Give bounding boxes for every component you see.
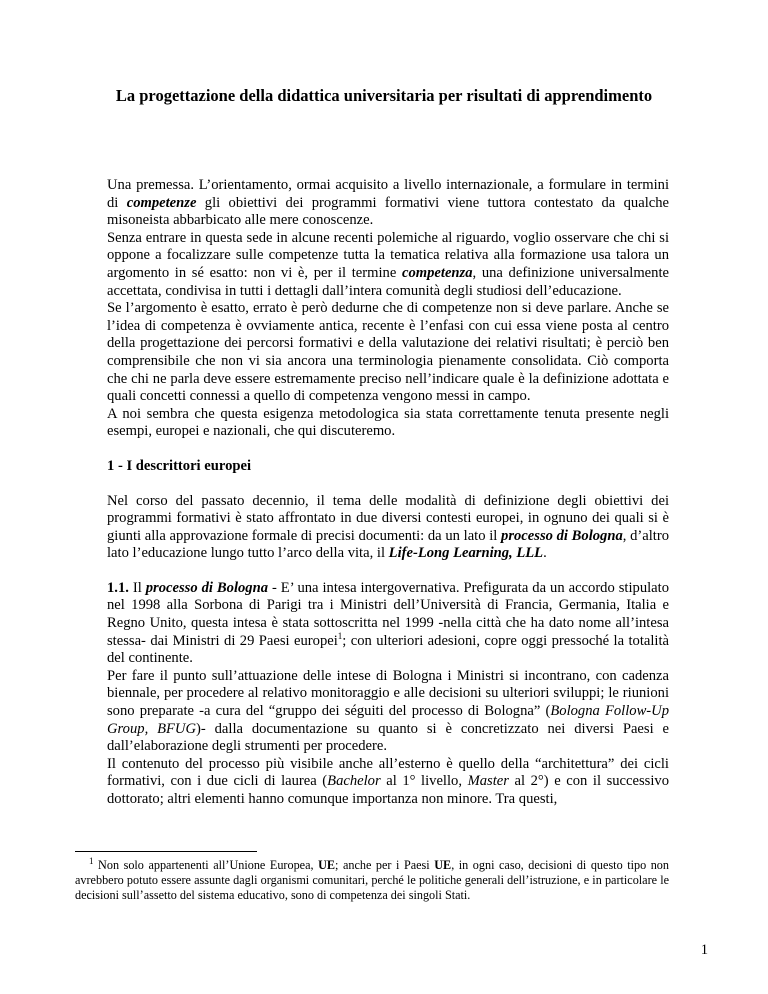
emphasis-bfug: Bologna Follow-Up Group, BFUG <box>107 703 669 737</box>
emphasis-processo-bologna: processo di Bologna <box>145 579 269 596</box>
emphasis-lll: Life-Long Learning, LLL <box>388 545 544 562</box>
text-run: ; con ulteriori adesioni, copre oggi pressoché la totalità del continente. <box>107 632 670 667</box>
intro-paragraph-4: A noi sembra che questa esigenza metodologica sia stata correttamente tenuta presente negli esempi, europei e nazionali, che qui discuteremo. <box>107 405 669 440</box>
subsection-1-1-paragraph-2 <box>107 668 669 756</box>
text-run: ; anche per i Paesi <box>335 858 435 872</box>
text-run: gli obiettivi dei programmi formativi viene tuttora contestato da qualche misoneista abbarbicato alle mere conoscenze. <box>107 194 670 229</box>
text-run: , una definizione universalmente accettata, condivisa in tutti i dettagli dall’intera comunità degli studiosi dell’educazione. <box>107 264 669 299</box>
emphasis-ue: UE <box>318 858 336 872</box>
intro-paragraph-1 <box>107 177 669 230</box>
section1-paragraph <box>107 493 669 563</box>
text-run: , in ogni caso, decisioni di questo tipo non avrebbero potuto essere assunte dagli organismi comunitari, perché le politiche generali dell’istruzione, e in particolare le decisioni sull’assetto del sistema educativo, sono di competenza dei singoli Stati. <box>75 858 669 903</box>
emphasis-competenza: competenza <box>401 264 473 281</box>
footnote-mark: 1 <box>89 855 94 866</box>
text-run: Non solo appartenenti all’Unione Europea, <box>93 858 319 872</box>
text-run: al 1° livello, <box>380 773 468 790</box>
footnote <box>75 855 669 904</box>
intro-paragraph-3: Se l’argomento è esatto, errato è però dedurne che di competenze non si deve parlare. Anche se l’idea di competenza è ovviamente antica, recente è l’enfasi con cui essa viene posta al centro della progettazione dei percorsi formativi e della valutazione dei relativi risultati; è perciò ben comprensibile che non vi sia ancora una terminologia pienamente consolidata. Ciò comporta che chi ne parla deve essere estremamente preciso nell’indicare quale è la definizione adottata e quali concetti connessi a quello di competenza vengono messi in campo. <box>107 300 669 405</box>
text-run: Per fare il punto sull’attuazione delle intese di Bologna i Ministri si incontrano, con cadenza biennale, per procedere al relativo monitoraggio e alle decisioni su ulteriori sviluppi; le riunioni sono preparate -a cura del “gruppo dei séguiti del processo di Bologna” ( <box>107 667 669 720</box>
footnote-separator <box>75 851 257 852</box>
intro-paragraph-2 <box>107 230 669 300</box>
page-number: 1 <box>700 942 708 958</box>
subsection-number: 1.1. <box>107 579 129 596</box>
footnote-1 <box>75 855 669 904</box>
text-run: Il <box>128 579 146 596</box>
emphasis-master: Master <box>467 773 509 790</box>
emphasis-ue: UE <box>434 858 452 872</box>
document-title: La progettazione della didattica universitaria per risultati di apprendimento <box>115 86 653 105</box>
text-run: al 2°) e con il successivo dottorato; altri elementi hanno comunque importanza non minore. Tra questi, <box>107 773 669 807</box>
subsection-1-1-paragraph-3 <box>107 756 669 809</box>
text-run: , d’altro lato l’educazione lungo tutto l’arco della vita, il <box>107 527 669 562</box>
text-run: Il contenuto del processo più visibile anche all’esterno è quello della “architettura” dei cicli formativi, con i due cicli di laurea ( <box>107 755 669 790</box>
document-body <box>107 177 669 809</box>
text-run: - E’ una intesa intergovernativa. Prefigurata da un accordo stipulato nel 1998 alla Sorbona di Parigi tra i Ministri dell’Università di Francia, Germania, Italia e Regno Unito, questa intesa è stata sottoscritta nel 1999 -nella città che ha dato nome all’intesa stessa- dai Ministri di 29 Paesi europei <box>107 579 670 649</box>
text-run: Una premessa. L’orientamento, ormai acquisito a livello internazionale, a formulare in termini di <box>107 177 669 211</box>
text-run: Nel corso del passato decennio, il tema delle modalità di definizione degli obiettivi dei programmi formativi è stato affrontato in due diversi contesti europei, in ognuno dei quali si è giunti alla approvazione formale di precisi documenti: da un lato il <box>107 492 669 544</box>
section-heading-1: 1 - I descrittori europei <box>107 457 252 474</box>
emphasis-processo-bologna: processo di Bologna <box>501 527 623 544</box>
emphasis-competenze: competenze <box>126 194 197 211</box>
subsection-1-1-paragraph-1 <box>107 580 669 668</box>
text-run: Senza entrare in questa sede in alcune recenti polemiche al riguardo, voglio osservare che chi si oppone a focalizzare sulle competenze tutta la tematica relativa alla formazione usa talora un argomento in sé esatto: non vi è, per il termine <box>107 229 669 281</box>
footnote-reference[interactable]: 1 <box>337 630 343 641</box>
text-run: )- dalla documentazione su quanto si è concretizzato nei diversi Paesi e dall’elaborazione degli strumenti per procedere. <box>107 720 669 755</box>
text-run: . <box>543 545 547 562</box>
emphasis-bachelor: Bachelor <box>327 773 381 790</box>
